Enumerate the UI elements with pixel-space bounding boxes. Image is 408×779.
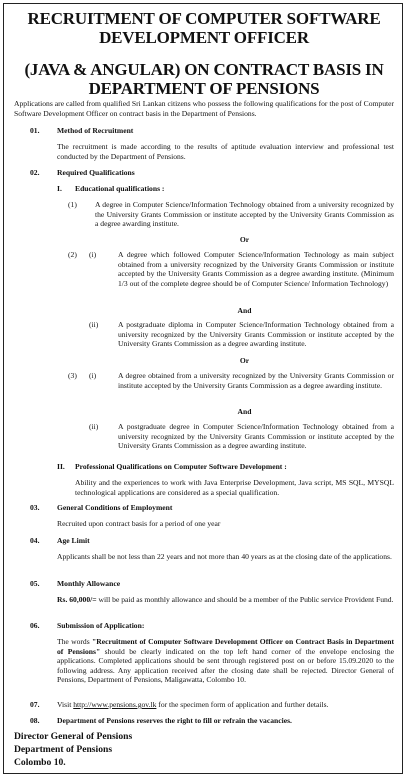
qual-2-number: (2) (68, 250, 77, 259)
or-separator-2: Or (239, 356, 250, 365)
section-I-heading: Educational qualifications : (75, 184, 165, 193)
title-line-2: DEVELOPMENT OFFICER (99, 28, 309, 47)
submission-text-body: should be clearly indicated on the top left hand corner of the envelope enclosing the applications. Completed applications should be sent through registered post on or before 15.09.2020 to the following address. Any application received after the closing date shall be rejected. Director General of Pensions, Department of Pensions, Maligawatta, Colombo 10. (57, 646, 395, 685)
title-line-4: DEPARTMENT OF PENSIONS (88, 79, 320, 98)
section-II-heading: Professional Qualifications on Computer Software Development : (75, 462, 287, 471)
qual-3i-text: A degree obtained from a university recognized by the University Grants Commission or institute accepted by the University Grants Commission as a degree awarding institute. (118, 371, 394, 390)
qual-3ii-sub: (ii) (89, 422, 99, 431)
signatory-city: Colombo 10. (14, 757, 66, 768)
section-03-text: Recruited upon contract basis for a period of one year (57, 519, 221, 528)
section-06-text (57, 637, 394, 685)
section-I-number: I. (57, 184, 62, 193)
visit-text: Visit (57, 700, 74, 709)
submission-text-lead: The words (57, 637, 93, 646)
section-03-number: 03. (30, 503, 40, 512)
section-07-number: 07. (30, 700, 40, 709)
signatory-title: Director General of Pensions (14, 731, 133, 742)
and-separator-2: And (237, 407, 252, 416)
visit-text-tail: for the specimen form of application and further details. (156, 700, 329, 709)
qual-2ii-sub: (ii) (89, 320, 99, 329)
qual-2i-text: A degree which followed Computer Science/Information Technology as main subject obtained from a university recognized by the University Grants Commission or institute accepted by the University Grants Commission as a degree awarding institute. (Minimum 1/3 out of the complete degree should be of Computer Science/ Information Technology) (118, 250, 394, 288)
notice-subtitle (0, 60, 408, 98)
qual-2ii-text: A postgraduate diploma in Computer Science/Information Technology obtained from a university recognized by the University Grants Commission or institute accepted by the University Grants Commission as a degree awarding institute. (118, 320, 394, 349)
section-08-text: Department of Pensions reserves the right to fill or refrain the vacancies. (57, 716, 292, 725)
section-05-number: 05. (30, 579, 40, 588)
qual-3-number: (3) (68, 371, 77, 380)
section-06-number: 06. (30, 621, 40, 630)
qual-1-number: (1) (68, 200, 77, 209)
section-01-heading: Method of Recruitment (57, 126, 134, 135)
section-II-text: Ability and the experiences to work with Java Enterprise Development, Java script, MS SQL, MYSQL technological applications are considered as a special qualification. (75, 478, 394, 497)
section-07-text (57, 700, 394, 710)
section-05-heading: Monthly Allowance (57, 579, 121, 588)
and-separator-1: And (237, 306, 252, 315)
section-01-number: 01. (30, 126, 40, 135)
section-04-heading: Age Limit (57, 536, 90, 545)
section-01-text: The recruitment is made according to the results of aptitude evaluation interview and professional test conducted by the Department of Pensions. (57, 142, 394, 161)
section-02-number: 02. (30, 168, 40, 177)
section-04-text: Applicants shall be not less than 22 years and not more than 40 years as at the closing date of the applications. (57, 552, 392, 561)
section-06-heading: Submission of Application: (57, 621, 145, 630)
section-02-heading: Required Qualifications (57, 168, 135, 177)
title-line-1: RECRUITMENT OF COMPUTER SOFTWARE (27, 9, 381, 28)
qual-3i-sub: (i) (89, 371, 97, 380)
allowance-amount: Rs. 60,000/= (57, 595, 97, 604)
qual-3ii-text: A postgraduate degree in Computer Science/Information Technology obtained from a university recognized by the University Grants Commission or institute accepted by the University Grants Commission as a degree awarding institute. (118, 422, 394, 451)
notice-title (0, 9, 408, 47)
envelope-label-text: "Recruitment of Computer Software Development Officer on Contract Basis in Department of Pensions" (57, 637, 394, 656)
allowance-details: will be paid as monthly allowance and should be a member of the Public service Provident Fund. (96, 595, 394, 604)
or-separator-1: Or (239, 235, 250, 244)
section-II-number: II. (57, 462, 65, 471)
title-line-3: (JAVA & ANGULAR) ON CONTRACT BASIS IN (24, 60, 384, 79)
qual-1-text: A degree in Computer Science/Information Technology obtained from a university recognized by the University Grants Commission or institute accepted by the University Grants Commission as a degree awarding institute. (95, 200, 394, 229)
section-08-number: 08. (30, 716, 40, 725)
section-04-number: 04. (30, 536, 40, 545)
qual-2i-sub: (i) (89, 250, 97, 259)
signatory-department: Department of Pensions (14, 744, 113, 755)
section-05-text (57, 595, 394, 605)
section-03-heading: General Conditions of Employment (57, 503, 173, 512)
intro-paragraph: Applications are called from qualified Sri Lankan citizens who possess the following qualifications for the post of Computer Software Development Officer on contract basis in the Department of Pensions. (14, 99, 394, 118)
pensions-website-link[interactable]: http://www.pensions.gov.lk (73, 700, 157, 709)
